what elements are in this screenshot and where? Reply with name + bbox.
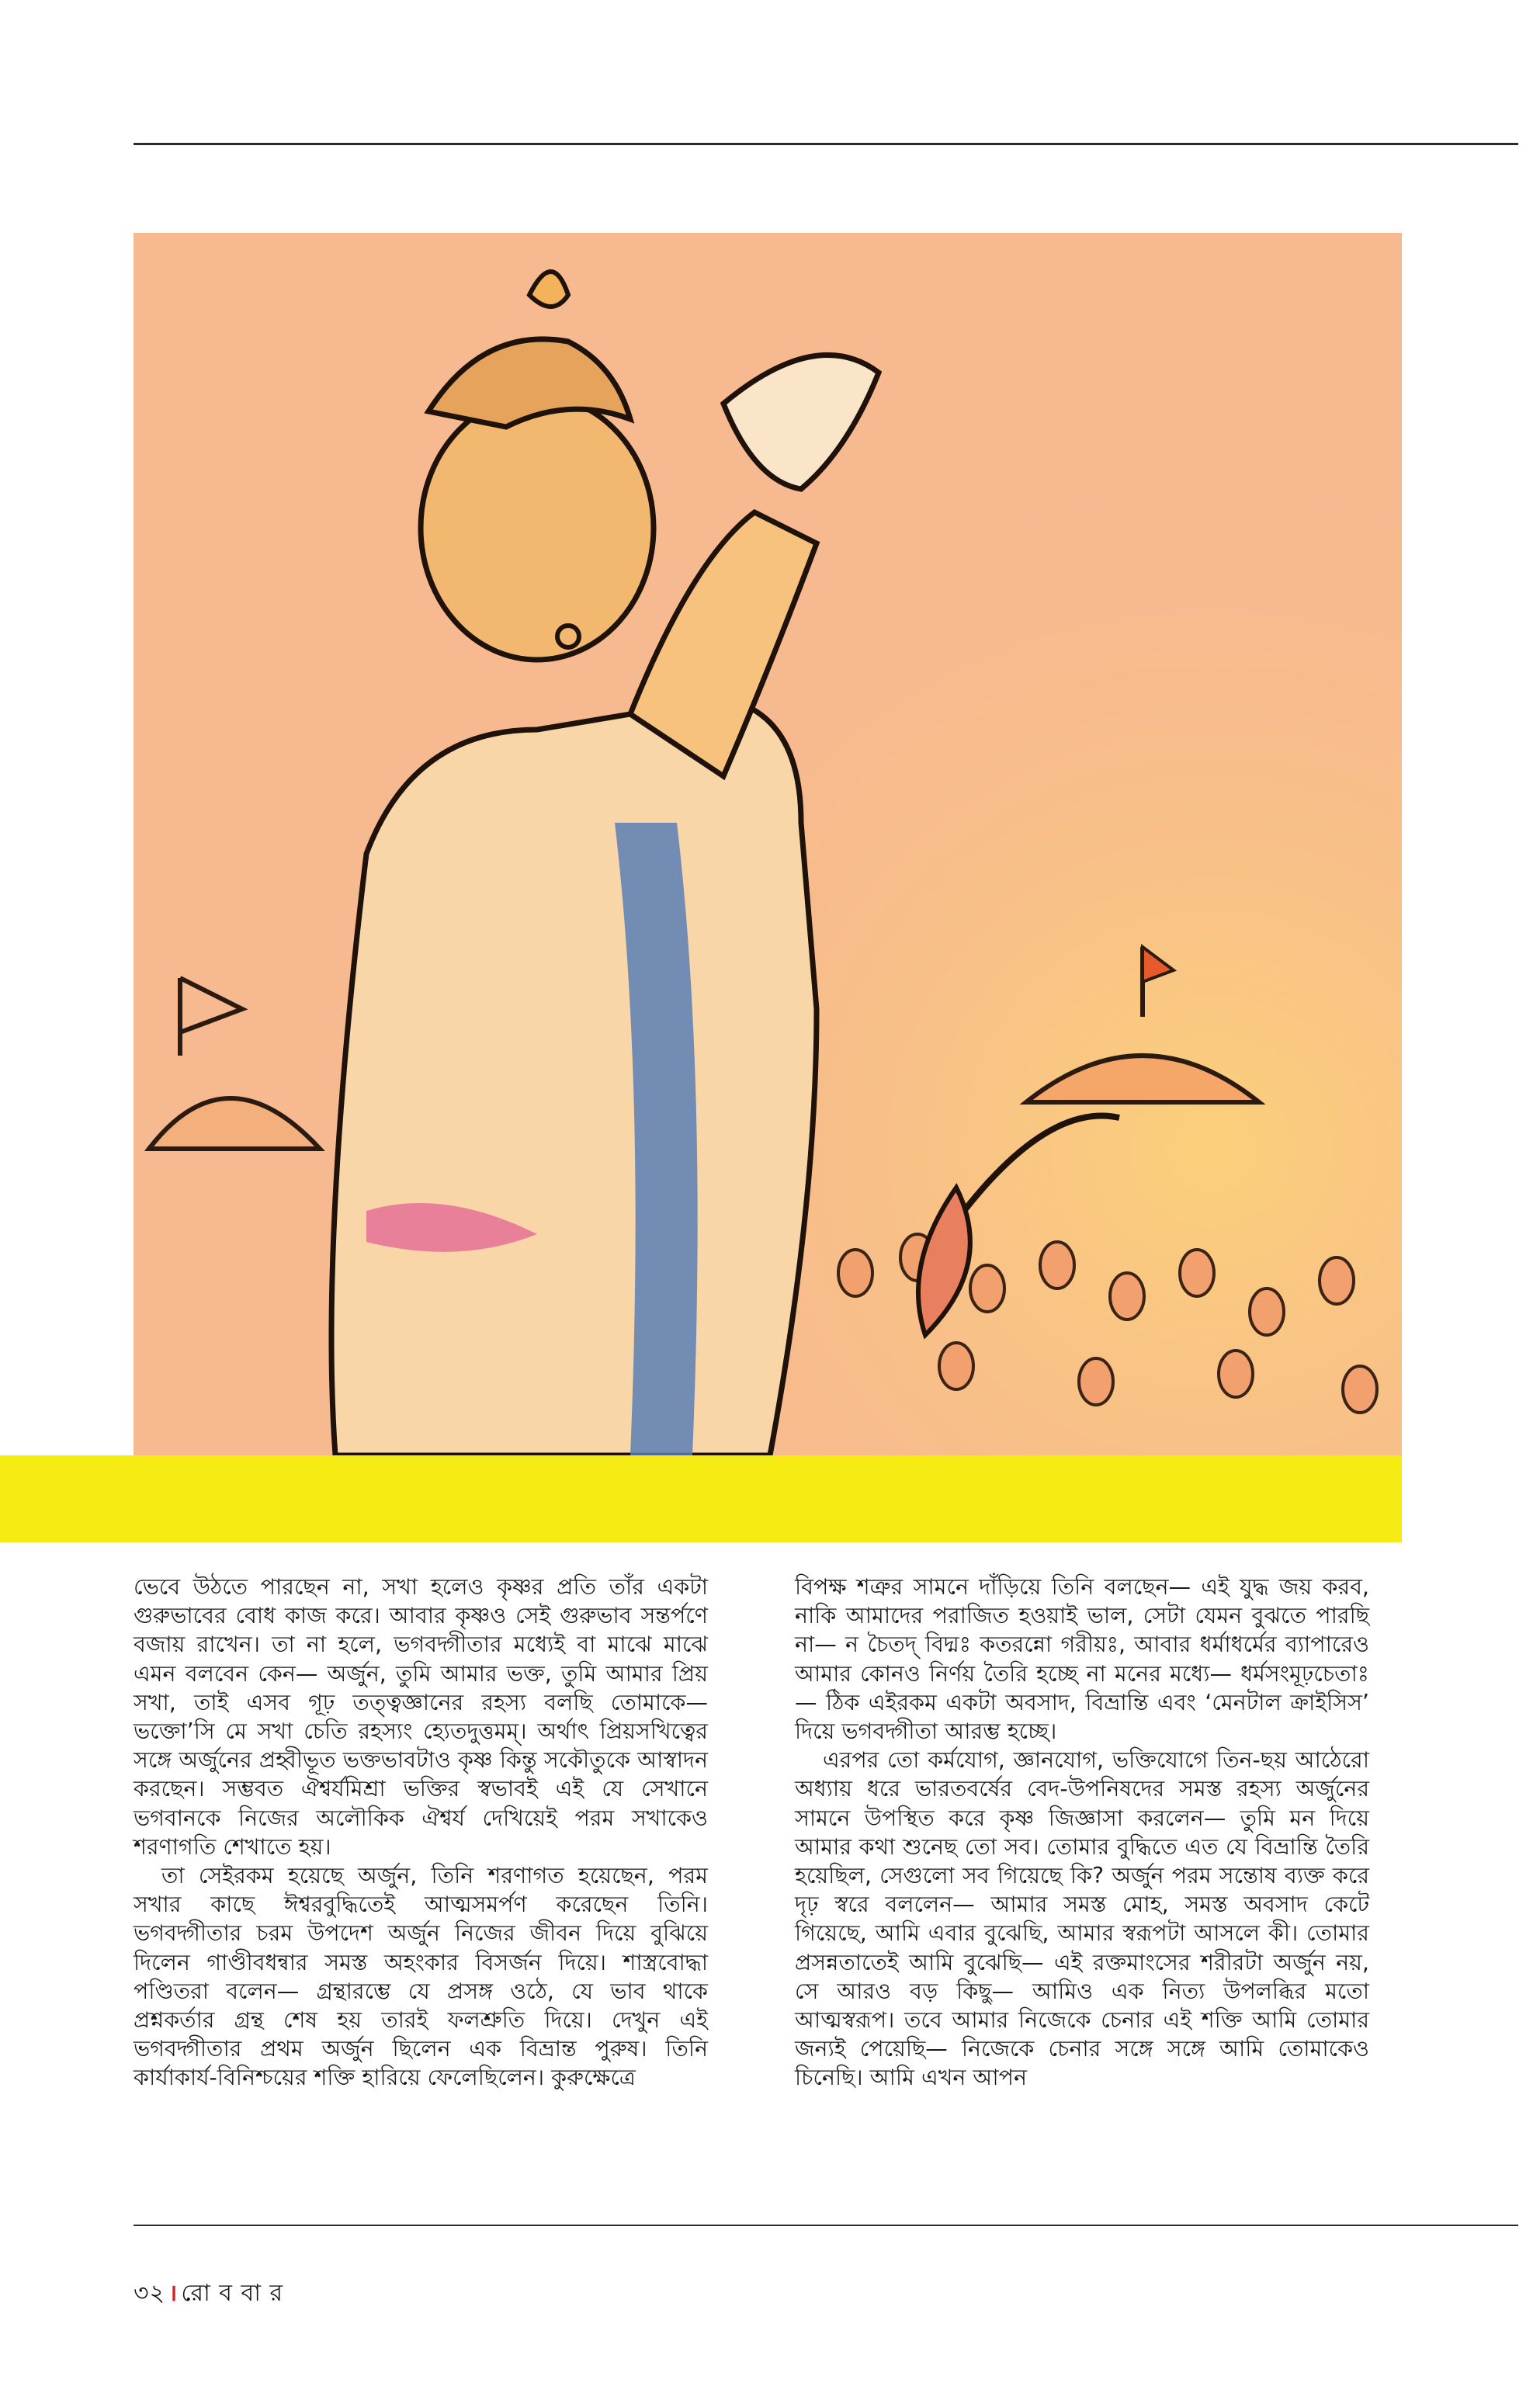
illustration-krishna-conch (134, 233, 1402, 1455)
top-rule (134, 143, 1518, 145)
figure-body (331, 699, 817, 1455)
article-right-column (795, 1573, 1369, 2093)
article-left-column (134, 1573, 708, 2093)
magazine-name: রো ব বা র (181, 2280, 283, 2307)
bottom-rule (134, 2225, 1518, 2226)
figure-head (421, 396, 654, 660)
illustration-svg (134, 233, 1402, 1455)
paragraph: ভেবে উঠতে পারছেন না, সখা হলেও কৃষ্ণর প্রতি তাঁর একটা গুরুভাবের বোধ কাজ করে। আবার কৃষ্ণও সেই গুরুভাব সন্তর্পণে বজায় রাখেন। তা না হলে, ভগবদ্গীতার মধ্যেই বা মাঝে মাঝে এমন বলবেন কেন— অর্জুন, তুমি আমার ভক্ত, তুমি আমার প্রিয় সখা, তাই এসব গূঢ় তত্ত্বজ্ঞানের রহস্য বলছি তোমাকে— ভক্তো’সি মে সখা চেতি রহস্যং হ্যেতদুত্তমম্। অর্থাৎ প্রিয়সখিত্বের সঙ্গে অর্জুনের প্রহ্বীভূত ভক্তভাবটাও কৃষ্ণ কিন্তু সকৌতুকে আস্বাদন করছেন। সম্ভবত ঐশ্বর্যমিশ্রা ভক্তির স্বভাবই এই যে সেখানে ভগবানকে নিজের অলৌকিক ঐশ্বর্য দেখিয়েই পরম সখাকেও শরণাগতি শেখাতে হয়। (134, 1574, 708, 1860)
paragraph: তা সেইরকম হয়েছে অর্জুন, তিনি শরণাগত হয়েছেন, পরম সখার কাছে ঈশ্বরবুদ্ধিতেই আত্মসমর্পণ করেছেন তিনি। ভগবদ্গীতার চরম উপদেশ অর্জুন নিজের জীবন দিয়ে বুঝিয়ে দিলেন গাণ্ডীবধন্বার সমস্ত অহংকার বিসর্জন দিয়ে। শাস্ত্রবোদ্ধা পণ্ডিতরা বলেন— গ্রন্থারম্ভে যে প্রসঙ্গ ওঠে, যে ভাব থাকে প্রশ্নকর্তার গ্রন্থ শেষ হয় তারই ফলশ্রুতি দিয়ে। দেখুন এই ভগবদ্গীতার প্রথম অর্জুন ছিলেন এক বিভ্রান্ত পুরুষ। তিনি কার্যাকার্য-বিনিশ্চয়ের শক্তি হারিয়ে ফেলেছিলেন। কুরুক্ষেত্রে (134, 1863, 708, 2091)
paragraph: বিপক্ষ শত্রুর সামনে দাঁড়িয়ে তিনি বলছেন— এই যুদ্ধ জয় করব, নাকি আমাদের পরাজিত হওয়াই ভাল, সেটা যেমন বুঝতে পারছি না— ন চৈতদ্ বিদ্মঃ কতরন্নো গরীয়ঃ, আবার ধর্মাধর্মের ব্যাপারেও আমার কোনও নির্ণয় তৈরি হচ্ছে না মনের মধ্যে— ধর্মসংমূঢ়চেতাঃ— ঠিক এইরকম একটা অবসাদ, বিভ্রান্তি এবং ‘মেনটাল ক্রাইসিস’ দিয়ে ভগবদ্গীতা আরম্ভ হচ্ছে। (795, 1574, 1369, 1745)
page-folio (134, 2274, 283, 2314)
folio-separator: । (168, 2280, 179, 2307)
page-number: ৩২ (134, 2280, 166, 2307)
yellow-band (0, 1455, 1402, 1542)
paragraph: এরপর তো কর্মযোগ, জ্ঞানযোগ, ভক্তিযোগে তিন-ছয় আঠেরো অধ্যায় ধরে ভারতবর্ষের বেদ-উপনিষদের সমস্ত রহস্য অর্জুনের সামনে উপস্থিত করে কৃষ্ণ জিজ্ঞাসা করলেন— তুমি মন দিয়ে আমার কথা শুনেছ তো সব। তোমার বুদ্ধিতে এত যে বিভ্রান্তি তৈরি হয়েছিল, সেগুলো সব গিয়েছে কি? অর্জুন পরম সন্তোষ ব্যক্ত করে দৃঢ় স্বরে বললেন— আমার সমস্ত মোহ, সমস্ত অবসাদ কেটে গিয়েছে, আমি এবার বুঝেছি, আমার স্বরূপটা আসলে কী। তোমার প্রসন্নতাতেই আমি বুঝেছি— এই রক্তমাংসের শরীরটা অর্জুন নয়, সে আরও বড় কিছু— আমিও এক নিত্য উপলব্ধির মতো আত্মস্বরূপ। তবে আমার নিজেকে চেনার এই শক্তি আমি তোমার জন্যই পেয়েছি— নিজেকে চেনার সঙ্গে সঙ্গে আমি তোমাকেও চিনেছি। আমি এখন আপন (795, 1747, 1369, 2091)
